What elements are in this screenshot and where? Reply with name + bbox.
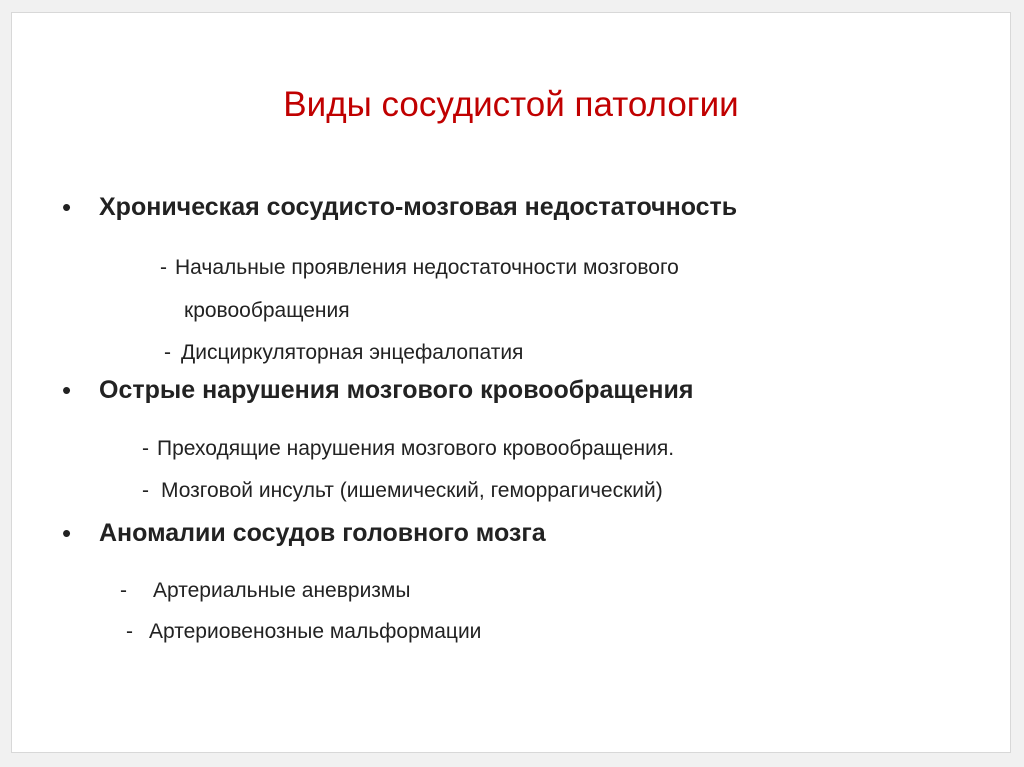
list-item [120, 579, 410, 603]
list-item-text: Дисциркуляторная энцефалопатия [181, 341, 524, 364]
bullet-icon: • [62, 518, 72, 548]
section-heading-chronic: Хроническая сосудисто-мозговая недостаточность [99, 193, 738, 221]
list-item-text: Начальные проявления недостаточности мозгового [175, 256, 679, 279]
bullet-icon: • [62, 375, 72, 405]
list-item [160, 256, 679, 280]
list-item-text: Артериовенозные мальформации [149, 620, 482, 643]
list-item [126, 620, 481, 644]
list-item-text: Мозговой инсульт (ишемический, геморрагический) [161, 479, 663, 502]
list-item [164, 341, 523, 365]
list-item [184, 299, 350, 323]
dash-marker: - [142, 479, 149, 502]
dash-marker: - [126, 620, 133, 643]
list-item [142, 437, 674, 461]
section-heading-anomalies: Аномалии сосудов головного мозга [99, 519, 546, 547]
slide-title: Виды сосудистой патологии [283, 85, 739, 124]
slide [11, 12, 1011, 753]
dash-marker: - [164, 341, 171, 364]
list-item-text: кровообращения [184, 299, 350, 322]
dash-marker: - [142, 437, 149, 460]
dash-marker: - [120, 579, 127, 602]
dash-marker: - [160, 256, 167, 279]
list-item-text: Артериальные аневризмы [153, 579, 411, 602]
list-item-text: Преходящие нарушения мозгового кровообращения. [157, 437, 675, 460]
bullet-icon: • [62, 192, 72, 222]
section-heading-acute: Острые нарушения мозгового кровообращения [99, 376, 694, 404]
list-item [142, 479, 663, 503]
